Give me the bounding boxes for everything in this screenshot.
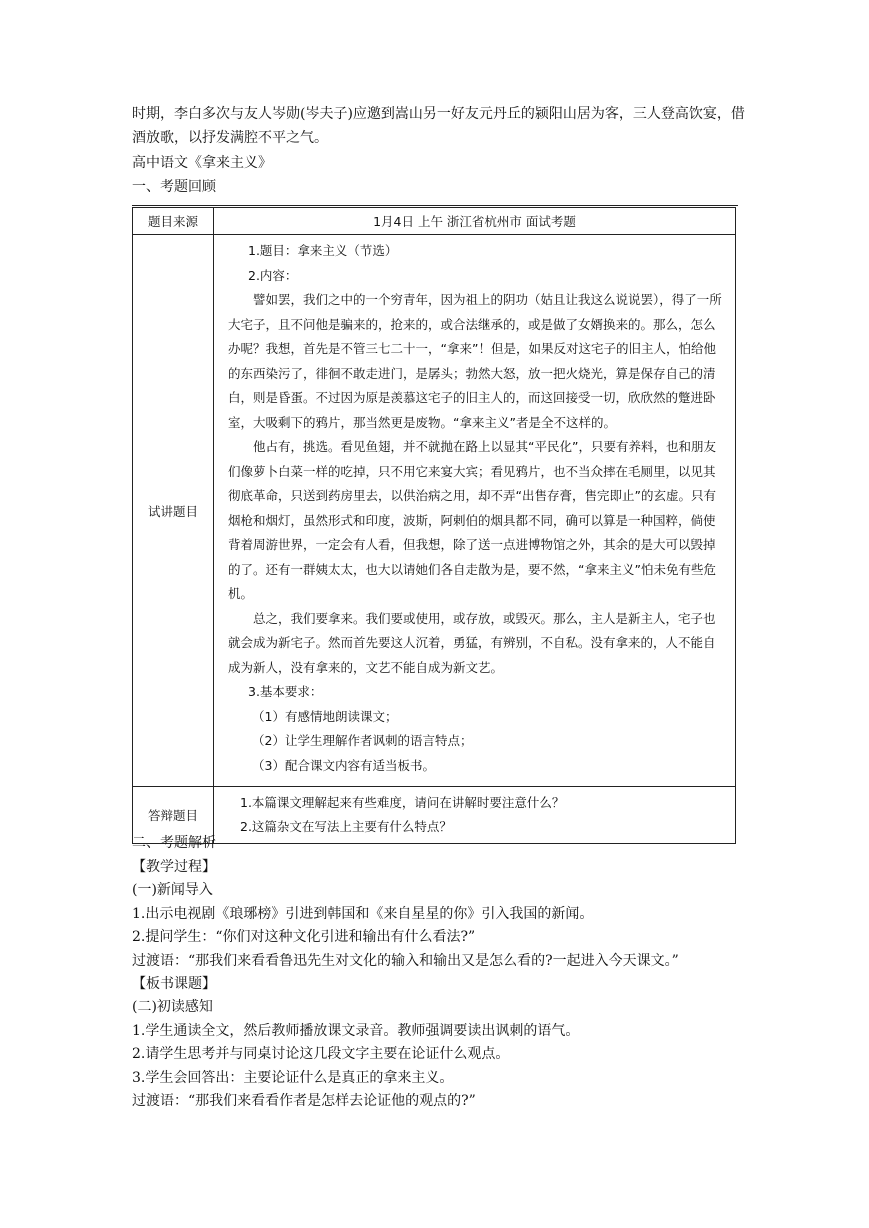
- lecture-paragraph: 譬如罢，我们之中的一个穷青年，因为祖上的阴功（姑且让我这么说说罢），得了一所大宅子，且不问他是骗来的，抢来的，或合法继承的，或是做了女婿换来的。那么，怎么办呢？我想，首先是不管三七二十一，“拿来”！但是，如果反对这宅子的旧主人，怕给他的东西染污了，徘徊不敢走进门，是孱头；勃然大怒，放一把火烧光，算是保存自己的清白，则是昏蛋。不过因为原是羡慕这宅子的旧主人的，而这回接受一切，欣欣然的蹩进卧室，大吸剩下的鸦片，那当然更是废物。“拿来主义”者是全不这样的。: [228, 292, 722, 430]
- step2-item: 1.学生通读全文，然后教师播放课文录音。教师强调要读出讽刺的语气。: [132, 1023, 580, 1039]
- board-title: 【板书课题】: [132, 976, 216, 992]
- step1-item: 1.出示电视剧《琅琊榜》引进到韩国和《来自星星的你》引入我国的新闻。: [132, 906, 594, 922]
- lecture-paragraph: 他占有，挑选。看见鱼翅，并不就抛在路上以显其“平民化”，只要有养料，也和朋友们像萝卜白菜一样的吃掉，只不用它来宴大宾；看见鸦片，也不当众摔在毛厕里，以见其彻底革命，只送到药房里去，以供治病之用，却不弄“出售存膏，售完即止”的玄虚。只有烟枪和烟灯，虽然形式和印度，波斯，阿剌伯的烟具都不同，确可以算是一种国粹，倘使背着周游世界，一定会有人看，但我想，除了送一点进博物馆之外，其余的是大可以毁掉的了。还有一群姨太太，也大以请她们各自走散为是，要不然，“拿来主义”怕未免有些危机。: [228, 439, 716, 601]
- process-title: 【教学过程】: [132, 859, 216, 875]
- lecture-label: 试讲题目: [133, 235, 214, 787]
- defense-row: [133, 787, 736, 844]
- header-label: 题目来源: [133, 208, 214, 235]
- step1-item: 2.提问学生：“你们对这种文化引进和输出有什么看法?”: [132, 929, 476, 945]
- defense-label: 答辩题目: [133, 787, 214, 844]
- subject-title: 高中语文《拿来主义》: [132, 155, 272, 171]
- section1-title: 一、考题回顾: [132, 179, 216, 195]
- step1-title: (一)新闻导入: [132, 882, 213, 898]
- transition-text: 过渡语：“那我们来看看鲁迅先生对文化的输入和输出又是怎么看的?一起进入今天课文。”: [132, 953, 679, 969]
- step2-item: 2.请学生思考并与同桌讨论这几段文字主要在论证什么观点。: [132, 1046, 510, 1062]
- table-header-row: [133, 208, 736, 235]
- requirement-item: （2）让学生理解作者讽刺的语言特点；: [252, 733, 473, 748]
- defense-content: [214, 787, 736, 844]
- lecture-content-label: 2.内容：: [248, 267, 298, 283]
- exam-table: [132, 207, 736, 844]
- step2-title: (二)初读感知: [132, 999, 213, 1015]
- lecture-content: [214, 235, 736, 787]
- defense-question: 2.这篇杂文在写法上主要有什么特点？: [240, 819, 452, 834]
- lecture-topic: 1.题目：拿来主义（节选）: [248, 243, 398, 258]
- intro-paragraph: 时期，李白多次与友人岑勋(岑夫子)应邀到嵩山另一好友元丹丘的颍阳山居为客，三人登高饮宴，借酒放歌，以抒发满腔不平之气。: [132, 106, 745, 146]
- transition-text: 过渡语：“那我们来看看作者是怎样去论证他的观点的?”: [132, 1093, 476, 1109]
- requirements-label: 3.基本要求：: [248, 684, 323, 699]
- defense-question: 1.本篇课文理解起来有些难度，请问在讲解时要注意什么？: [240, 795, 565, 810]
- requirement-item: （1）有感情地朗读课文；: [252, 708, 398, 724]
- lecture-row: [133, 235, 736, 787]
- section2-title: 二、考题解析: [132, 835, 216, 851]
- table-top-rule: [132, 205, 738, 206]
- header-value: 1月4日 上午 浙江省杭州市 面试考题: [214, 208, 736, 235]
- requirement-item: （3）配合课文内容有适当板书。: [252, 757, 435, 773]
- step2-item: 3.学生会回答出：主要论证什么是真正的拿来主义。: [132, 1070, 454, 1086]
- lecture-paragraph: 总之，我们要拿来。我们要或使用，或存放，或毁灭。那么，主人是新主人，宅子也就会成为新宅子。然而首先要这人沉着，勇猛，有辨别，不自私。没有拿来的，人不能自成为新人，没有拿来的，文艺不能自成为新文艺。: [228, 610, 716, 675]
